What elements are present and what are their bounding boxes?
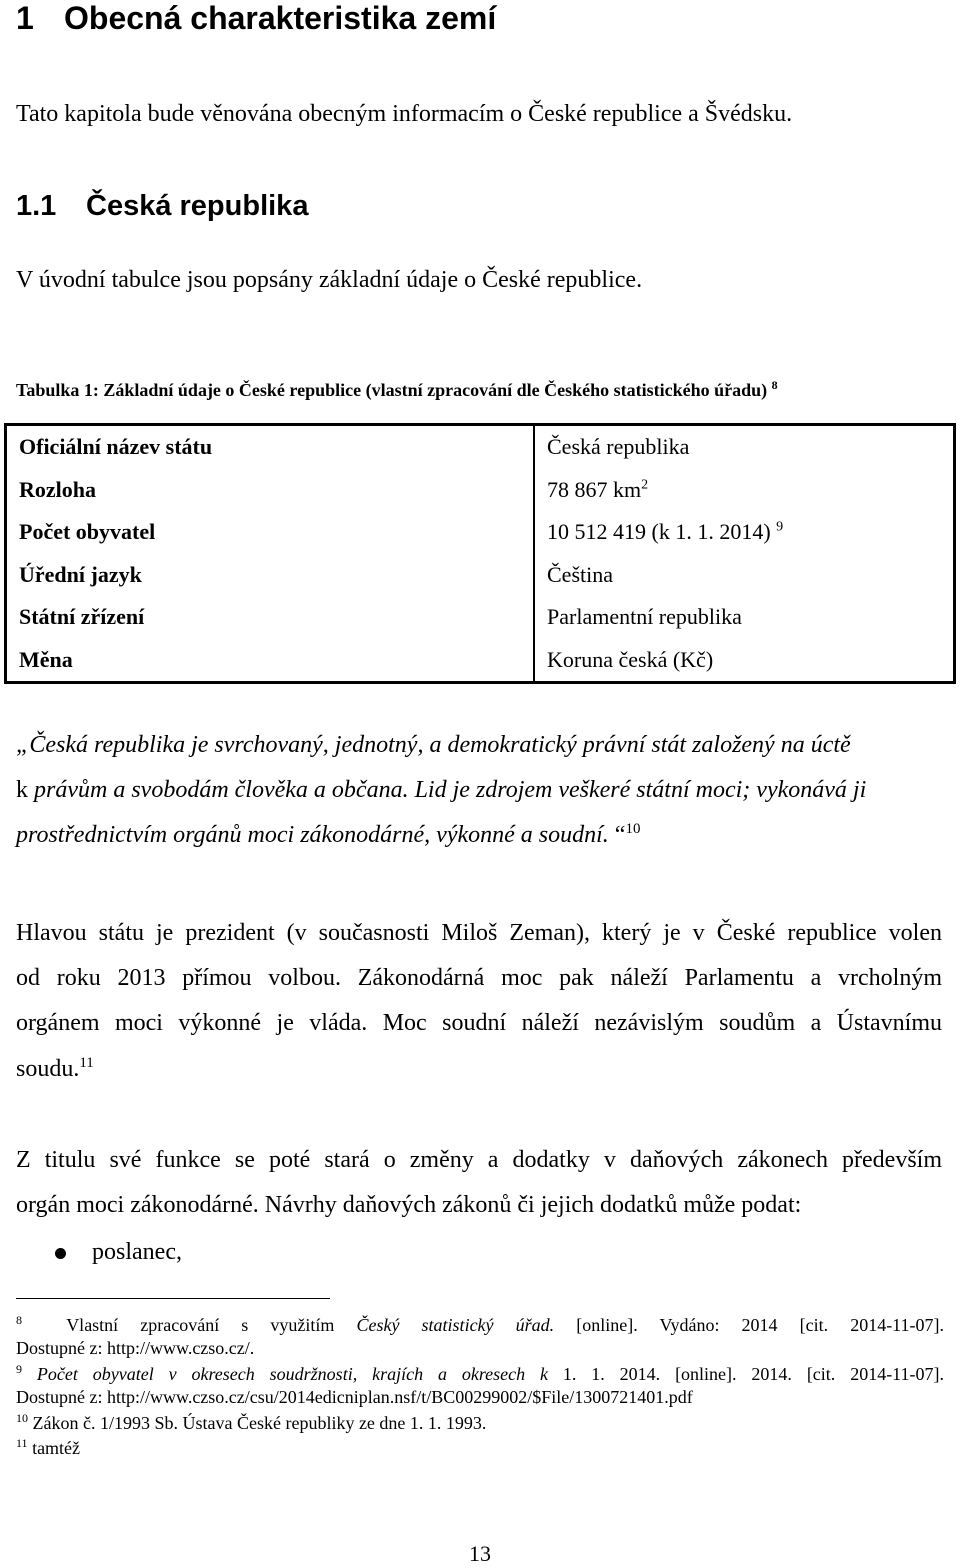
row-value: Česká republika: [534, 425, 955, 469]
chapter-title: Obecná charakteristika zemí: [64, 0, 497, 36]
row-label: Státní zřízení: [19, 604, 145, 630]
section-title: Česká republika: [86, 190, 309, 222]
row-value: Čeština: [534, 554, 955, 597]
quote-line-2: k právům a svobodám člověka a občana. Lid je zdrojem veškeré státní moci; vykonává ji: [16, 777, 867, 803]
row-label: Měna: [19, 646, 73, 672]
paragraph-1-line-1: Hlavou státu je prezident (v současnosti Miloš Zeman), který je v České republice volen: [16, 920, 942, 946]
row-label: Úřední jazyk: [19, 561, 142, 587]
footnote-8: $^8$ Vlastní zpracování s využitím Český statistický úřad. [online]. Vydáno: 2014 [cit. 2014-11-07].: [16, 1313, 945, 1335]
paragraph-1-line-4: soudu.$^{11}$: [16, 1055, 94, 1082]
superscript: 2: [641, 477, 649, 493]
table-caption-text: Tabulka 1: Základní údaje o České republice (vlastní zpracování dle Českého statistického úřadu): [16, 380, 768, 400]
table-caption: [16, 378, 778, 401]
table-row: [6, 554, 955, 597]
footnote-10: $^{10}$ Zákon č. 1/1993 Sb. Ústava České republiky ze dne 1. 1. 1993.: [16, 1411, 487, 1433]
footnote-8-line-2: Dostupné z: http://www.czso.cz/.: [16, 1338, 255, 1358]
footnote-ref-10: 10: [625, 821, 641, 837]
footnote-11: $^{11}$ tamtéž: [16, 1436, 81, 1458]
row-label: Počet obyvatel: [19, 519, 156, 545]
row-value: 78 867 $km^2$: [534, 469, 955, 512]
paragraph-2-line-2: orgán moci zákonodárné. Návrhy daňových zákonů či jejich dodatků může podat:: [16, 1192, 802, 1218]
table-row: [6, 469, 955, 512]
table-row: [6, 639, 955, 683]
intro-paragraph: Tato kapitola bude věnována obecným informacím o České republice a Švédsku.: [16, 101, 793, 127]
section-heading: [16, 190, 308, 223]
chapter-heading: [16, 0, 496, 37]
page-number: 13: [469, 1541, 491, 1566]
footnote-9: $^9$ Počet obyvatel v okresech soudržnosti, krajích a okresech k 1. 1. 2014. [online]. 2014. [cit. 2014-11-07].: [16, 1362, 945, 1384]
row-label: Oficiální název státu: [19, 434, 213, 460]
paragraph-1-line-3: orgánem moci výkonné je vláda. Moc soudní náleží nezávislým soudům a Ústavnímu: [16, 1010, 942, 1036]
bullet-icon: [55, 1248, 66, 1259]
footnote-9-line-2: Dostupné z: http://www.czso.cz/csu/2014edicniplan.nsf/t/BC00299002/$File/1300721401.pdf: [16, 1387, 693, 1407]
quote-line-3: prostřednictvím orgánů moci zákonodárné, výkonné a soudní. “$^{10}$: [16, 821, 641, 848]
paragraph-2-line-1: Z titulu své funkce se poté stará o změny a dodatky v daňových zákonech především: [16, 1147, 942, 1173]
table-row: [6, 596, 955, 639]
footnote-ref-8: 8: [771, 378, 778, 392]
table-row: [6, 511, 955, 554]
footnote-divider: [16, 1298, 330, 1299]
paragraph-1-line-2: od roku 2013 přímou volbou. Zákonodárná moc pak náleží Parlamentu a vrcholným: [16, 965, 942, 991]
quote-line-1: „Česká republika je svrchovaný, jednotný, a demokratický právní stát založený na úctě: [16, 732, 851, 758]
section-number: 1.1: [16, 190, 57, 222]
info-table: [4, 423, 956, 684]
row-value: Koruna česká (Kč): [534, 639, 955, 683]
table-row: [6, 425, 955, 469]
row-value: Parlamentní republika: [534, 596, 955, 639]
footnote-ref-11: 11: [79, 1055, 94, 1071]
chapter-number: 1: [16, 0, 34, 36]
lead-paragraph: V úvodní tabulce jsou popsány základní údaje o České republice.: [16, 267, 643, 293]
footnote-ref-9: 9: [776, 519, 784, 535]
row-value: 10 512 419 (k 1. 1. 2014) $^9$: [534, 511, 955, 554]
list-item: poslanec,: [92, 1239, 182, 1265]
row-label: Rozloha: [19, 476, 96, 502]
